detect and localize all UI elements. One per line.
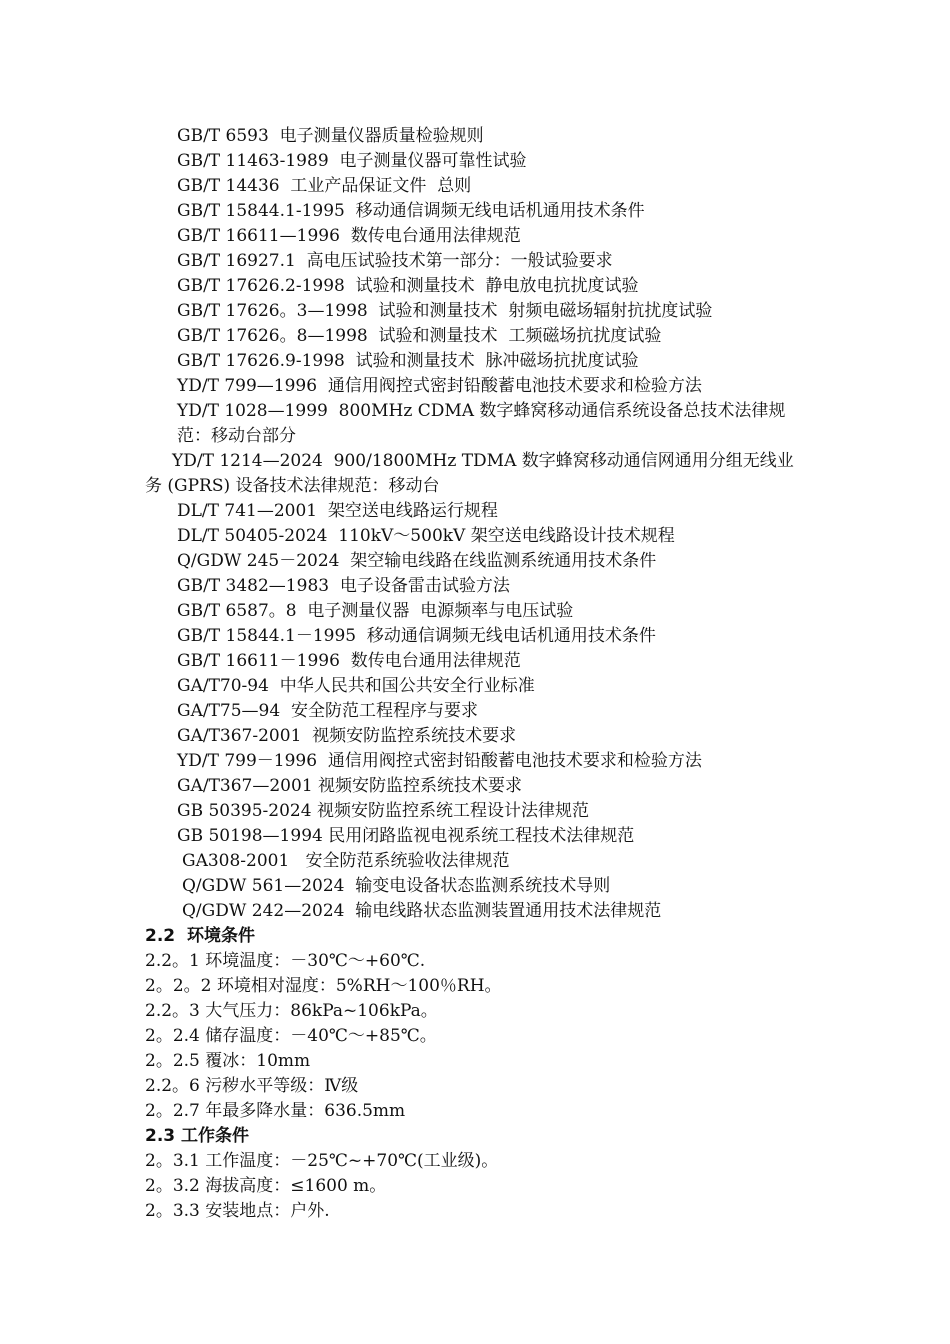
- spec-item: 2。2。2 环境相对湿度：5%RH～100％RH。: [145, 976, 502, 996]
- standard-item: DL/T 50405-2024 110kV～500kV 架空送电线路设计技术规程: [177, 526, 675, 546]
- spec-item: 2。2.7 年最多降水量：636.5mm: [145, 1101, 406, 1121]
- spec-item: 2。3.3 安装地点：户外.: [145, 1201, 330, 1221]
- standard-item: DL/T 741—2001 架空送电线路运行规程: [177, 501, 498, 521]
- section-heading-environment: 2.2 环境条件: [145, 926, 255, 946]
- standard-item: GA/T367-2001 视频安防监控系统技术要求: [177, 726, 517, 746]
- standard-item: GB/T 16611－1996 数传电台通用法律规范: [177, 651, 521, 671]
- standard-item: Q/GDW 245－2024 架空输电线路在线监测系统通用技术条件: [177, 551, 657, 571]
- standard-item: GB/T 17626.2-1998 试验和测量技术 静电放电抗扰度试验: [177, 276, 639, 296]
- spec-item: 2.2。1 环境温度：－30℃～+60℃.: [145, 951, 426, 971]
- spec-item: 2。2.5 覆冰：10mm: [145, 1051, 311, 1071]
- standard-item: GA308-2001 安全防范系统验收法律规范: [182, 851, 510, 871]
- standard-item: GB/T 3482—1983 电子设备雷击试验方法: [177, 576, 510, 596]
- standard-item: YD/T 799—1996 通信用阀控式密封铅酸蓄电池技术要求和检验方法: [177, 376, 702, 396]
- standard-item: GB/T 14436 工业产品保证文件 总则: [177, 176, 472, 196]
- standard-item: GB/T 17626。3—1998 试验和测量技术 射频电磁场辐射抗扰度试验: [177, 301, 713, 321]
- standard-item: GB/T 16927.1 高电压试验技术第一部分：一般试验要求: [177, 251, 613, 271]
- standard-item: YD/T 1028—1999 800MHz CDMA 数字蜂窝移动通信系统设备总技术法律规: [177, 401, 786, 421]
- standard-item-continuation: 范：移动台部分: [177, 426, 296, 446]
- standard-item: GB/T 15844.1－1995 移动通信调频无线电话机通用技术条件: [177, 626, 656, 646]
- standard-item: GB/T 16611—1996 数传电台通用法律规范: [177, 226, 521, 246]
- spec-item: 2。3.1 工作温度：－25℃~+70℃(工业级)。: [145, 1151, 499, 1171]
- standard-item: YD/T 799－1996 通信用阀控式密封铅酸蓄电池技术要求和检验方法: [177, 751, 702, 771]
- standard-item: GB/T 6593 电子测量仪器质量检验规则: [177, 126, 484, 146]
- standard-item: Q/GDW 242—2024 输电线路状态监测装置通用技术法律规范: [182, 901, 662, 921]
- standard-item: GA/T75—94 安全防范工程程序与要求: [177, 701, 478, 721]
- standard-item-continuation: 务 (GPRS) 设备技术法律规范：移动台: [145, 476, 440, 496]
- section-heading-working: 2.3 工作条件: [145, 1126, 250, 1146]
- standard-item: GB 50395-2024 视频安防监控系统工程设计法律规范: [177, 801, 589, 821]
- standard-item: GB/T 17626.9-1998 试验和测量技术 脉冲磁场抗扰度试验: [177, 351, 639, 371]
- standard-item: GB/T 6587。8 电子测量仪器 电源频率与电压试验: [177, 601, 574, 621]
- spec-item: 2.2。3 大气压力：86kPa~106kPa。: [145, 1001, 438, 1021]
- standard-item: YD/T 1214—2024 900/1800MHz TDMA 数字蜂窝移动通信网通用分组无线业: [172, 451, 794, 471]
- standard-item: GB/T 17626。8—1998 试验和测量技术 工频磁场抗扰度试验: [177, 326, 662, 346]
- standard-item: GB/T 11463-1989 电子测量仪器可靠性试验: [177, 151, 527, 171]
- spec-item: 2。3.2 海拔高度：≤1600 m。: [145, 1176, 387, 1196]
- standard-item: GA/T70-94 中华人民共和国公共安全行业标准: [177, 676, 535, 696]
- standard-item: GB 50198—1994 民用闭路监视电视系统工程技术法律规范: [177, 826, 635, 846]
- standard-item: GB/T 15844.1-1995 移动通信调频无线电话机通用技术条件: [177, 201, 645, 221]
- standard-item: GA/T367—2001 视频安防监控系统技术要求: [177, 776, 523, 796]
- standard-item: Q/GDW 561—2024 输变电设备状态监测系统技术导则: [182, 876, 611, 896]
- spec-item: 2.2。6 污秽水平等级：Ⅳ级: [145, 1076, 359, 1096]
- spec-item: 2。2.4 储存温度：－40℃～+85℃。: [145, 1026, 437, 1046]
